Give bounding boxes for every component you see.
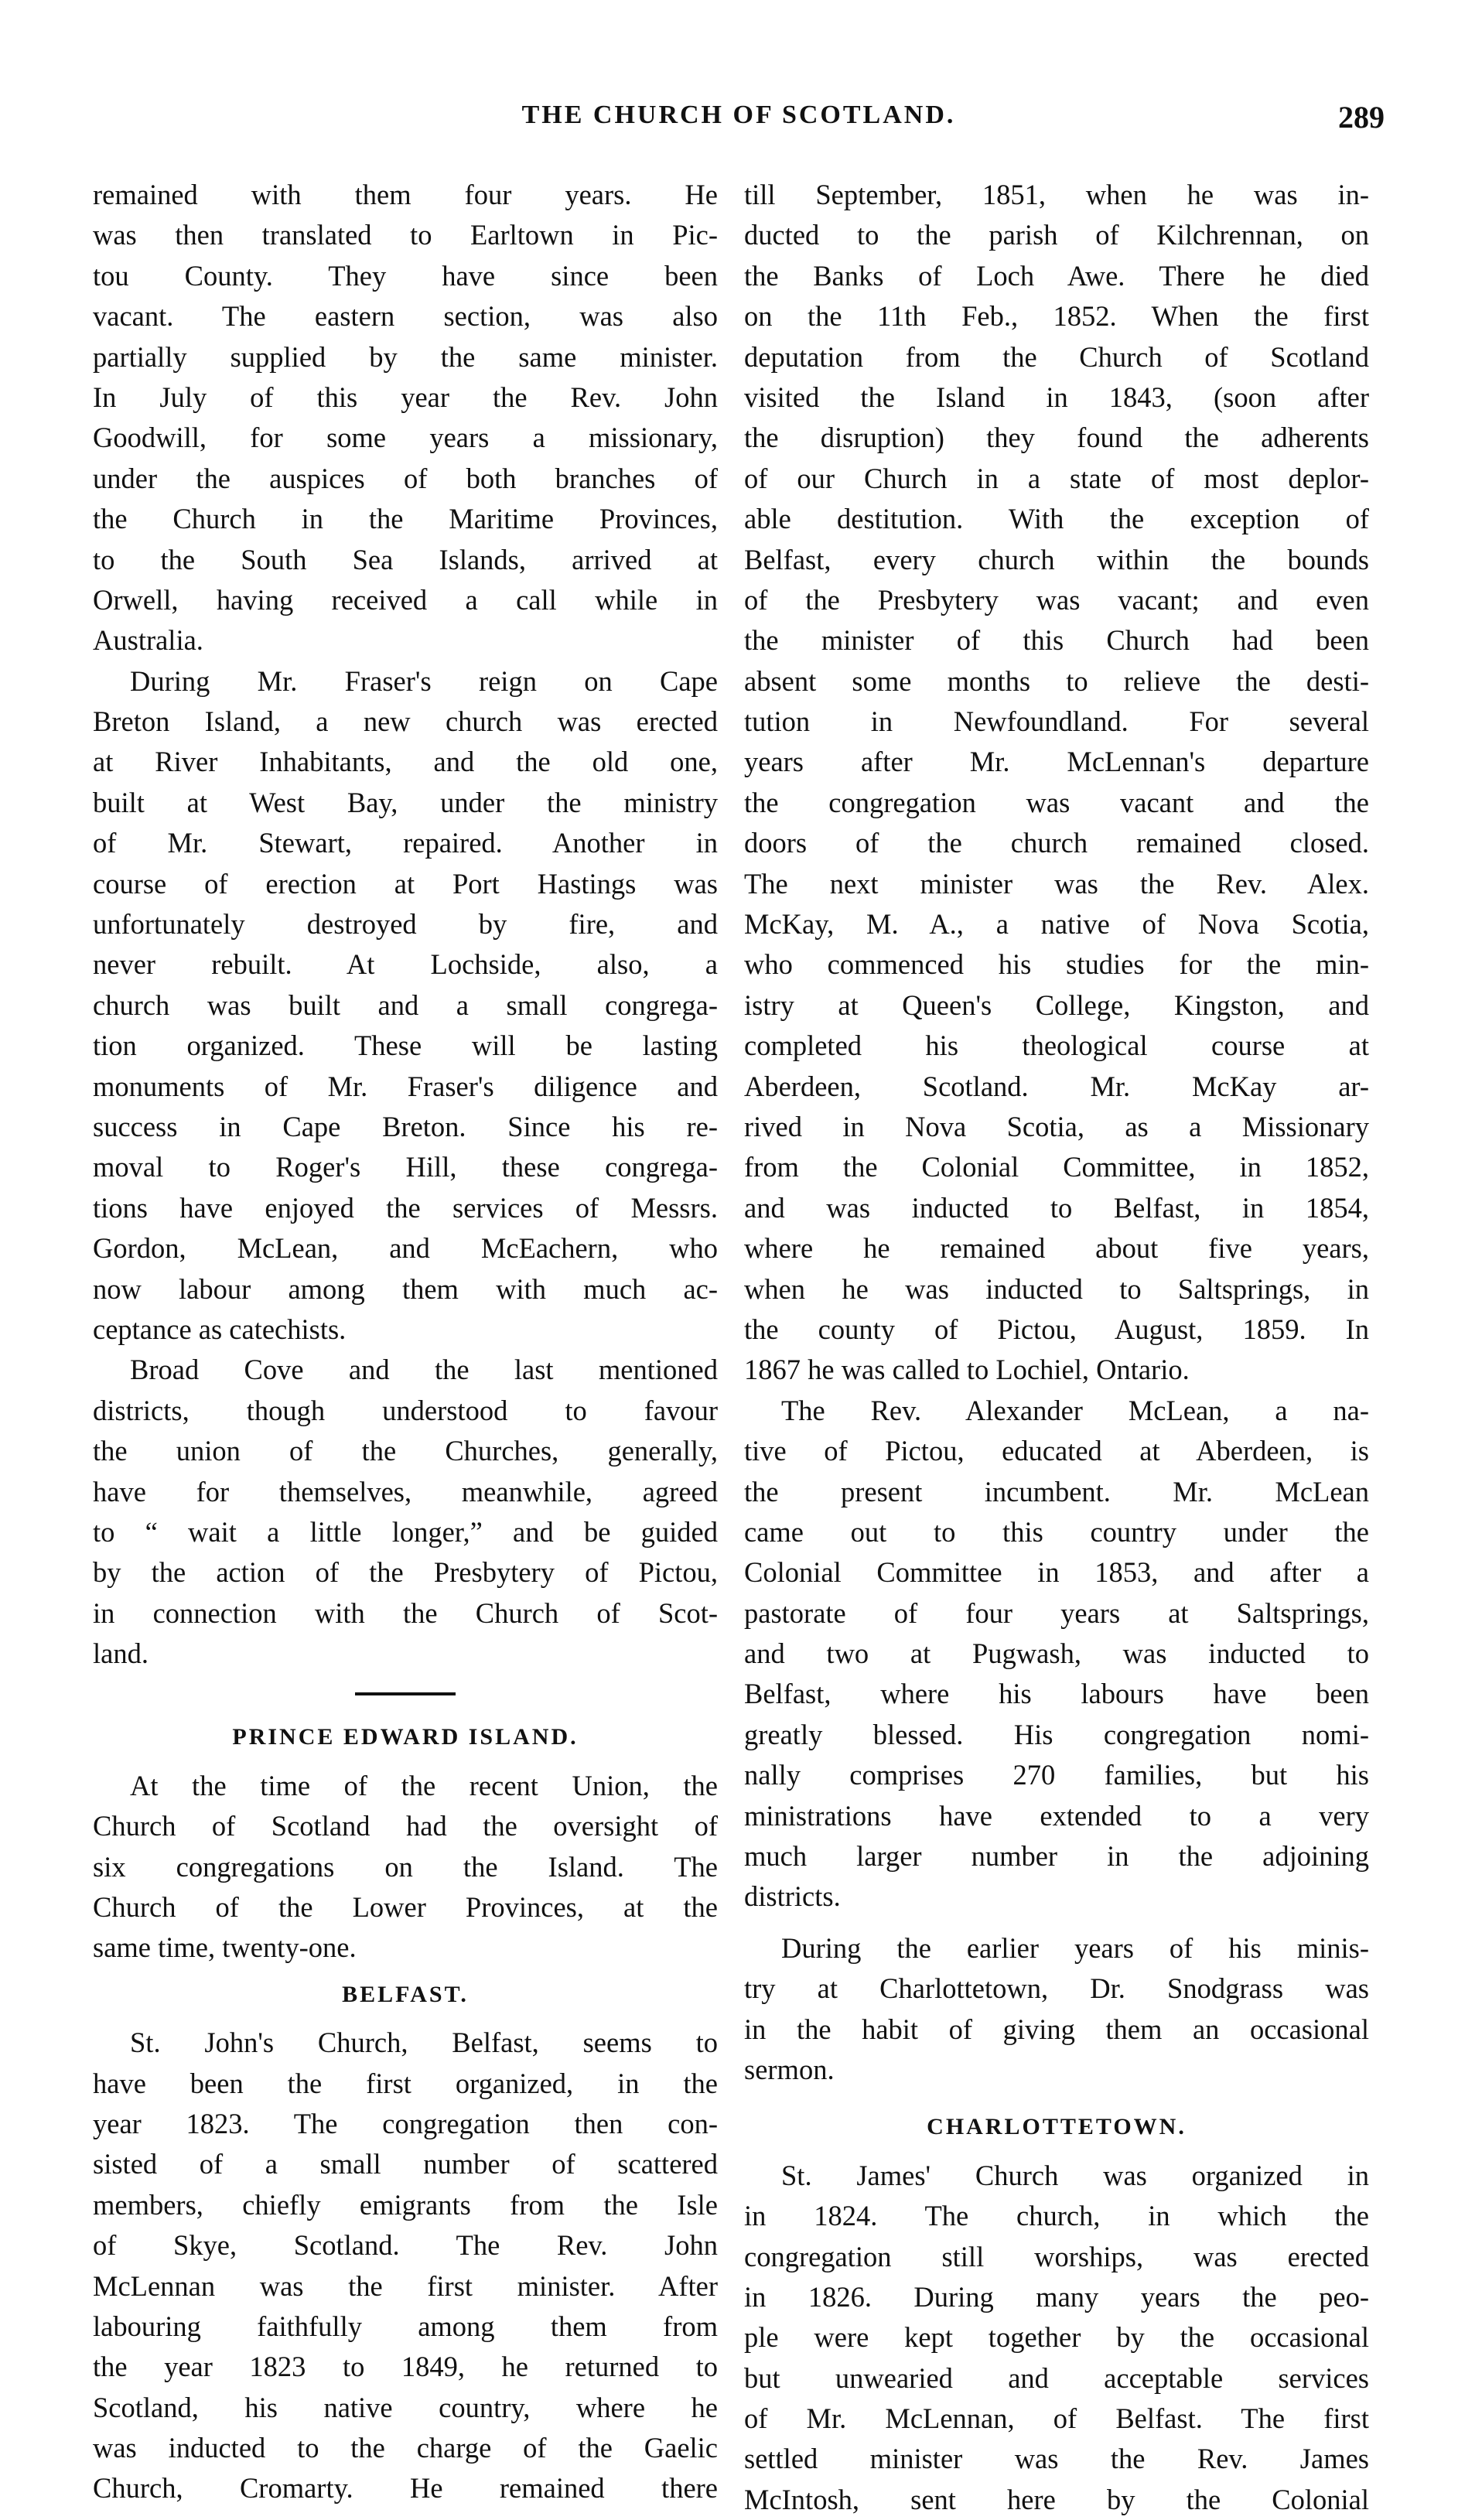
text-line: sisted of a small number of scattered [93,2148,718,2180]
text-line: course of erection at Port Hastings was [93,867,718,900]
text-line: six congregations on the Island. The [93,1850,718,1883]
text-line: tive of Pictou, educated at Aberdeen, is [744,1435,1369,1467]
text-line: Colonial Committee in 1853, and after a [744,1556,1369,1589]
text-line: success in Cape Breton. Since his re- [93,1110,718,1142]
running-title: THE CHURCH OF SCOTLAND. [521,101,956,129]
text-line: much larger number in the adjoining [744,1840,1369,1873]
text-line: have for themselves, meanwhile, agreed [93,1475,718,1508]
text-line: in 1826. During many years the peo- [744,2280,1369,2313]
text-line: ple were kept together by the occasional [744,2321,1369,2354]
text-line: sermon. [744,2053,835,2085]
text-line: in 1824. The church, in which the [744,2200,1369,2232]
text-line: Gordon, McLean, and McEachern, who [93,1232,718,1265]
text-line: to “ wait a little longer,” and be guided [93,1515,718,1548]
text-line: Broad Cove and the last mentioned [130,1354,718,1386]
text-line: Church of Scotland had the oversight of [93,1810,718,1842]
text-line: where he remained about five years, [744,1232,1369,1265]
text-line: districts. [744,1880,841,1913]
text-line: istry at Queen's College, Kingston, and [744,989,1369,1021]
text-line: congregation still worships, was erected [744,2240,1369,2272]
text-line: Orwell, having received a call while in [93,583,718,616]
text-line: St. John's Church, Belfast, seems to [130,2027,718,2059]
text-line: doors of the church remained closed. [744,827,1369,859]
text-line: At the time of the recent Union, the [130,1769,718,1801]
text-line: Australia. [93,624,203,657]
text-line: the disruption) they found the adherents [744,422,1369,454]
text-line: was inducted to the charge of the Gaelic [93,2432,718,2464]
text-line: tion organized. These will be lasting [93,1030,718,1062]
text-line: ceptance as catechists. [93,1313,347,1345]
text-line: the union of the Churches, generally, [93,1435,718,1467]
text-line: now labour among them with much ac- [93,1272,718,1305]
paragraph-gap [744,1917,1369,1928]
left-column [93,175,718,2509]
text-line: McIntosh, sent here by the Colonial [744,2483,1369,2515]
text-line: and two at Pugwash, was inducted to [744,1637,1369,1670]
text-line: During the earlier years of his minis- [781,1931,1369,1964]
text-line: settled minister was the Rev. James [744,2443,1369,2475]
text-line: land. [93,1637,149,1670]
text-line: ducted to the parish of Kilchrennan, on [744,219,1369,251]
text-line: under the auspices of both branches of [93,462,718,494]
text-line: of the Presbytery was vacant; and even [744,583,1369,616]
text-line: deputation from the Church of Scotland [744,340,1369,373]
paragraph [744,2156,1369,2520]
text-line: of our Church in a state of most deplor- [744,462,1369,494]
text-line: came out to this country under the [744,1515,1369,1548]
section-divider [355,1692,456,1695]
text-line: unfortunately destroyed by fire, and [93,908,718,941]
text-line: absent some months to relieve the desti- [744,664,1369,697]
text-line: pastorate of four years at Saltsprings, [744,1596,1369,1629]
text-line: but unwearied and acceptable services [744,2361,1369,2394]
text-line: In July of this year the Rev. John [93,381,718,413]
text-line: of Mr. Stewart, repaired. Another in [93,827,718,859]
paragraph [744,175,1369,1391]
text-line: was then translated to Earltown in Pic- [93,219,718,251]
text-line: when he was inducted to Saltsprings, in [744,1272,1369,1305]
text-line: completed his theological course at [744,1030,1369,1062]
text-line: ministrations have extended to a very [744,1799,1369,1832]
text-line: from the Colonial Committee, in 1852, [744,1151,1369,1183]
text-line: Scotland, his native country, where he [93,2391,718,2423]
paragraph [93,2023,718,2509]
text-line: Breton Island, a new church was erected [93,705,718,738]
text-line: Belfast, every church within the bounds [744,543,1369,575]
text-line: Goodwill, for some years a missionary, [93,422,718,454]
paragraph [93,175,718,661]
section-heading-prince-edward-island: PRINCE EDWARD ISLAND. [232,1724,579,1750]
text-line: same time, twenty-one. [93,1931,357,1964]
text-line: St. James' Church was organized in [781,2159,1369,2191]
text-line: monuments of Mr. Fraser's diligence and [93,1070,718,1102]
text-line: Church, Cromarty. He remained there [93,2472,718,2505]
text-line: 1867 he was called to Lochiel, Ontario. [744,1354,1190,1386]
text-line: tions have enjoyed the services of Messrs. [93,1191,718,1224]
text-line: on the 11th Feb., 1852. When the first [744,300,1369,333]
text-line: labouring faithfully among them from [93,2310,718,2342]
paragraph [744,1928,1369,2091]
right-column [744,175,1369,2520]
text-line: tou County. They have since been [93,259,718,292]
paragraph [93,1766,718,1969]
text-line: in the habit of giving them an occasional [744,2013,1369,2045]
text-line: built at West Bay, under the ministry [93,786,718,818]
text-line: visited the Island in 1843, (soon after [744,381,1369,413]
text-line: During Mr. Fraser's reign on Cape [130,664,718,697]
text-line: Church of the Lower Provinces, at the [93,1891,718,1924]
text-line: greatly blessed. His congregation nomi- [744,1718,1369,1750]
section-heading-charlottetown: CHARLOTTETOWN. [927,2114,1187,2140]
text-line: who commenced his studies for the min- [744,948,1369,981]
paragraph [744,1391,1369,1917]
text-line: of Skye, Scotland. The Rev. John [93,2229,718,2262]
section-heading-belfast: BELFAST. [342,1981,469,2007]
text-line: try at Charlottetown, Dr. Snodgrass was [744,1972,1369,2005]
text-line: till September, 1851, when he was in- [744,179,1369,210]
text-line: Belfast, where his labours have been [744,1678,1369,1710]
text-line: by the action of the Presbytery of Pictou, [93,1556,718,1589]
page-number: 289 [1338,100,1385,135]
text-line: never rebuilt. At Lochside, also, a [93,948,718,981]
text-line: to the South Sea Islands, arrived at [93,543,718,575]
text-line: remained with them four years. He [93,179,718,210]
text-line: moval to Roger's Hill, these congrega- [93,1151,718,1183]
text-line: rived in Nova Scotia, as a Missionary [744,1110,1369,1142]
text-line: the congregation was vacant and the [744,786,1369,818]
text-line: able destitution. With the exception of [744,503,1369,535]
text-line: the year 1823 to 1849, he returned to [93,2351,718,2383]
text-line: partially supplied by the same minister. [93,340,718,373]
text-line: districts, though understood to favour [93,1394,718,1426]
text-line: years after Mr. McLennan's departure [744,746,1369,778]
paragraph-gap [744,2090,1369,2101]
text-line: The Rev. Alexander McLean, a na- [781,1394,1369,1426]
text-line: the county of Pictou, August, 1859. In [744,1313,1369,1345]
paragraph [93,661,718,1350]
text-line: the Church in the Maritime Provinces, [93,503,718,535]
text-line: McKay, M. A., a native of Nova Scotia, [744,908,1369,941]
text-line: Aberdeen, Scotland. Mr. McKay ar- [744,1070,1369,1102]
text-line: the Banks of Loch Awe. There he died [744,259,1369,292]
text-line: the present incumbent. Mr. McLean [744,1475,1369,1508]
text-line: and was inducted to Belfast, in 1854, [744,1191,1369,1224]
text-line: McLennan was the first minister. After [93,2269,718,2302]
text-line: church was built and a small congrega- [93,989,718,1021]
text-line: vacant. The eastern section, was also [93,300,718,333]
text-line: in connection with the Church of Scot- [93,1596,718,1629]
text-line: at River Inhabitants, and the old one, [93,746,718,778]
running-head [93,99,1385,138]
paragraph [93,1350,718,1674]
text-line: the minister of this Church had been [744,624,1369,657]
text-line: tution in Newfoundland. For several [744,705,1369,738]
text-line: of Mr. McLennan, of Belfast. The first [744,2402,1369,2435]
text-line: members, chiefly emigrants from the Isle [93,2188,718,2221]
text-line: year 1823. The congregation then con- [93,2107,718,2139]
text-line: have been the first organized, in the [93,2067,718,2099]
text-line: The next minister was the Rev. Alex. [744,867,1369,900]
text-line: nally comprises 270 families, but his [744,1759,1369,1791]
